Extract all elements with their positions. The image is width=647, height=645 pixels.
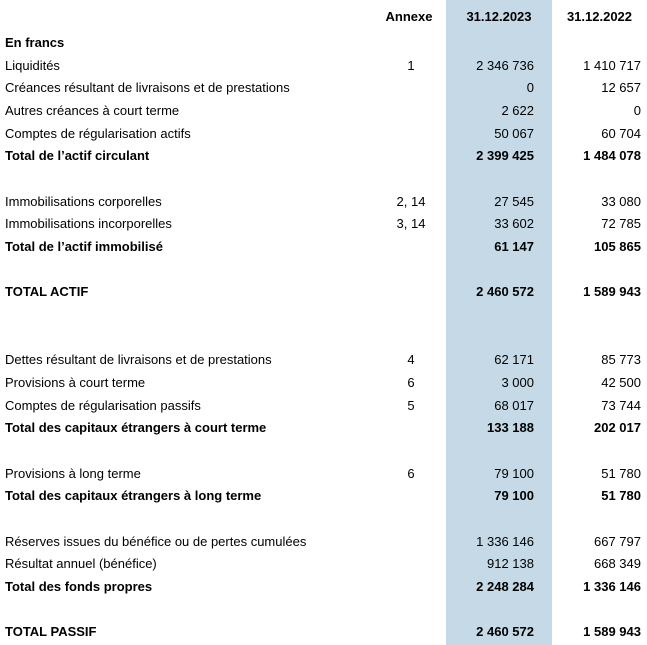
row-label: Comptes de régularisation actifs bbox=[5, 126, 191, 141]
row-value-2023: 33 602 bbox=[494, 216, 534, 231]
row-value-2023: 2 399 425 bbox=[476, 148, 534, 163]
row-label: Total des capitaux étrangers à long terme bbox=[5, 488, 262, 503]
subtotal-row bbox=[0, 485, 647, 507]
row-annex bbox=[370, 77, 452, 99]
row-annex: 6 bbox=[407, 375, 415, 390]
row-value-2023: 2 460 572 bbox=[476, 624, 534, 639]
row-value-2023: 50 067 bbox=[494, 126, 534, 141]
table-row bbox=[0, 123, 647, 145]
row-annex: 1 bbox=[407, 58, 415, 73]
row-value-2023: 79 100 bbox=[494, 488, 534, 503]
row-value-2023: 2 248 284 bbox=[476, 579, 534, 594]
row-label: Autres créances à court terme bbox=[5, 103, 180, 118]
row-value-2022: 105 865 bbox=[594, 239, 641, 254]
row-value-2022: 42 500 bbox=[601, 375, 641, 390]
row-label: TOTAL PASSIF bbox=[5, 624, 97, 639]
subtotal-row bbox=[0, 236, 647, 258]
table-row bbox=[0, 213, 647, 235]
row-value-2022: 73 744 bbox=[601, 398, 641, 413]
table-row bbox=[0, 77, 647, 99]
table-row bbox=[0, 553, 647, 575]
table-row bbox=[0, 100, 647, 122]
row-label: Total des fonds propres bbox=[5, 579, 153, 594]
row-value-2023: 0 bbox=[526, 80, 534, 95]
row-annex bbox=[370, 236, 452, 258]
row-value-2022: 51 780 bbox=[601, 466, 641, 481]
table-row bbox=[0, 191, 647, 213]
row-annex: 3, 14 bbox=[396, 216, 426, 231]
row-annex: 5 bbox=[407, 398, 415, 413]
row-annex bbox=[370, 576, 452, 598]
row-value-2022: 1 410 717 bbox=[583, 58, 641, 73]
table-row bbox=[0, 55, 647, 77]
row-value-2022: 72 785 bbox=[601, 216, 641, 231]
currency-label: En francs bbox=[5, 35, 65, 50]
row-value-2022: 12 657 bbox=[601, 80, 641, 95]
row-value-2023: 62 171 bbox=[494, 352, 534, 367]
row-annex bbox=[370, 281, 452, 303]
table-header-row bbox=[0, 6, 647, 28]
row-value-2023: 2 460 572 bbox=[476, 284, 534, 299]
row-value-2022: 668 349 bbox=[594, 556, 641, 571]
row-value-2022: 33 080 bbox=[601, 194, 641, 209]
row-value-2022: 51 780 bbox=[601, 488, 641, 503]
row-value-2023: 1 336 146 bbox=[476, 534, 534, 549]
row-value-2022: 202 017 bbox=[594, 420, 641, 435]
row-value-2022: 1 589 943 bbox=[583, 624, 641, 639]
subtotal-row bbox=[0, 417, 647, 439]
row-value-2022: 1 484 078 bbox=[583, 148, 641, 163]
row-value-2023: 68 017 bbox=[494, 398, 534, 413]
year-2022-column-header: 31.12.2022 bbox=[566, 9, 633, 24]
currency-row bbox=[0, 32, 647, 54]
row-value-2022: 1 336 146 bbox=[583, 579, 641, 594]
row-label: TOTAL ACTIF bbox=[5, 284, 89, 299]
row-annex bbox=[370, 100, 452, 122]
row-value-2023: 61 147 bbox=[494, 239, 534, 254]
row-annex: 2, 14 bbox=[396, 194, 426, 209]
row-annex bbox=[370, 621, 452, 643]
row-annex bbox=[370, 417, 452, 439]
row-annex bbox=[370, 553, 452, 575]
row-label: Comptes de régularisation passifs bbox=[5, 398, 201, 413]
row-annex bbox=[370, 485, 452, 507]
row-annex: 4 bbox=[407, 352, 415, 367]
row-annex bbox=[370, 145, 452, 167]
row-annex bbox=[370, 123, 452, 145]
table-row bbox=[0, 531, 647, 553]
row-label: Total de l’actif circulant bbox=[5, 148, 150, 163]
row-label: Total de l’actif immobilisé bbox=[5, 239, 163, 254]
total-row bbox=[0, 281, 647, 303]
row-value-2022: 0 bbox=[633, 103, 641, 118]
row-label: Dettes résultant de livraisons et de prestations bbox=[5, 352, 272, 367]
total-row bbox=[0, 621, 647, 643]
row-value-2023: 133 188 bbox=[487, 420, 534, 435]
row-label: Liquidités bbox=[5, 58, 60, 73]
row-label: Résultat annuel (bénéfice) bbox=[5, 556, 157, 571]
row-label: Immobilisations incorporelles bbox=[5, 216, 172, 231]
row-value-2022: 60 704 bbox=[601, 126, 641, 141]
row-value-2022: 1 589 943 bbox=[583, 284, 641, 299]
row-label: Immobilisations corporelles bbox=[5, 194, 162, 209]
row-value-2023: 2 346 736 bbox=[476, 58, 534, 73]
row-label: Provisions à long terme bbox=[5, 466, 141, 481]
row-label: Créances résultant de livraisons et de prestations bbox=[5, 80, 290, 95]
table-row bbox=[0, 395, 647, 417]
row-value-2023: 79 100 bbox=[494, 466, 534, 481]
row-value-2023: 912 138 bbox=[487, 556, 534, 571]
row-label: Provisions à court terme bbox=[5, 375, 146, 390]
row-value-2022: 667 797 bbox=[594, 534, 641, 549]
table-row bbox=[0, 372, 647, 394]
row-annex: 6 bbox=[407, 466, 415, 481]
row-label: Total des capitaux étrangers à court terme bbox=[5, 420, 267, 435]
row-value-2023: 2 622 bbox=[501, 103, 534, 118]
row-annex bbox=[370, 531, 452, 553]
table-row bbox=[0, 349, 647, 371]
row-label: Réserves issues du bénéfice ou de pertes cumulées bbox=[5, 534, 307, 549]
subtotal-row bbox=[0, 576, 647, 598]
subtotal-row bbox=[0, 145, 647, 167]
year-2023-column-header: 31.12.2023 bbox=[466, 9, 532, 24]
row-value-2022: 85 773 bbox=[601, 352, 641, 367]
annex-column-header: Annexe bbox=[385, 9, 433, 24]
table-row bbox=[0, 463, 647, 485]
row-value-2023: 27 545 bbox=[494, 194, 534, 209]
row-value-2023: 3 000 bbox=[501, 375, 534, 390]
